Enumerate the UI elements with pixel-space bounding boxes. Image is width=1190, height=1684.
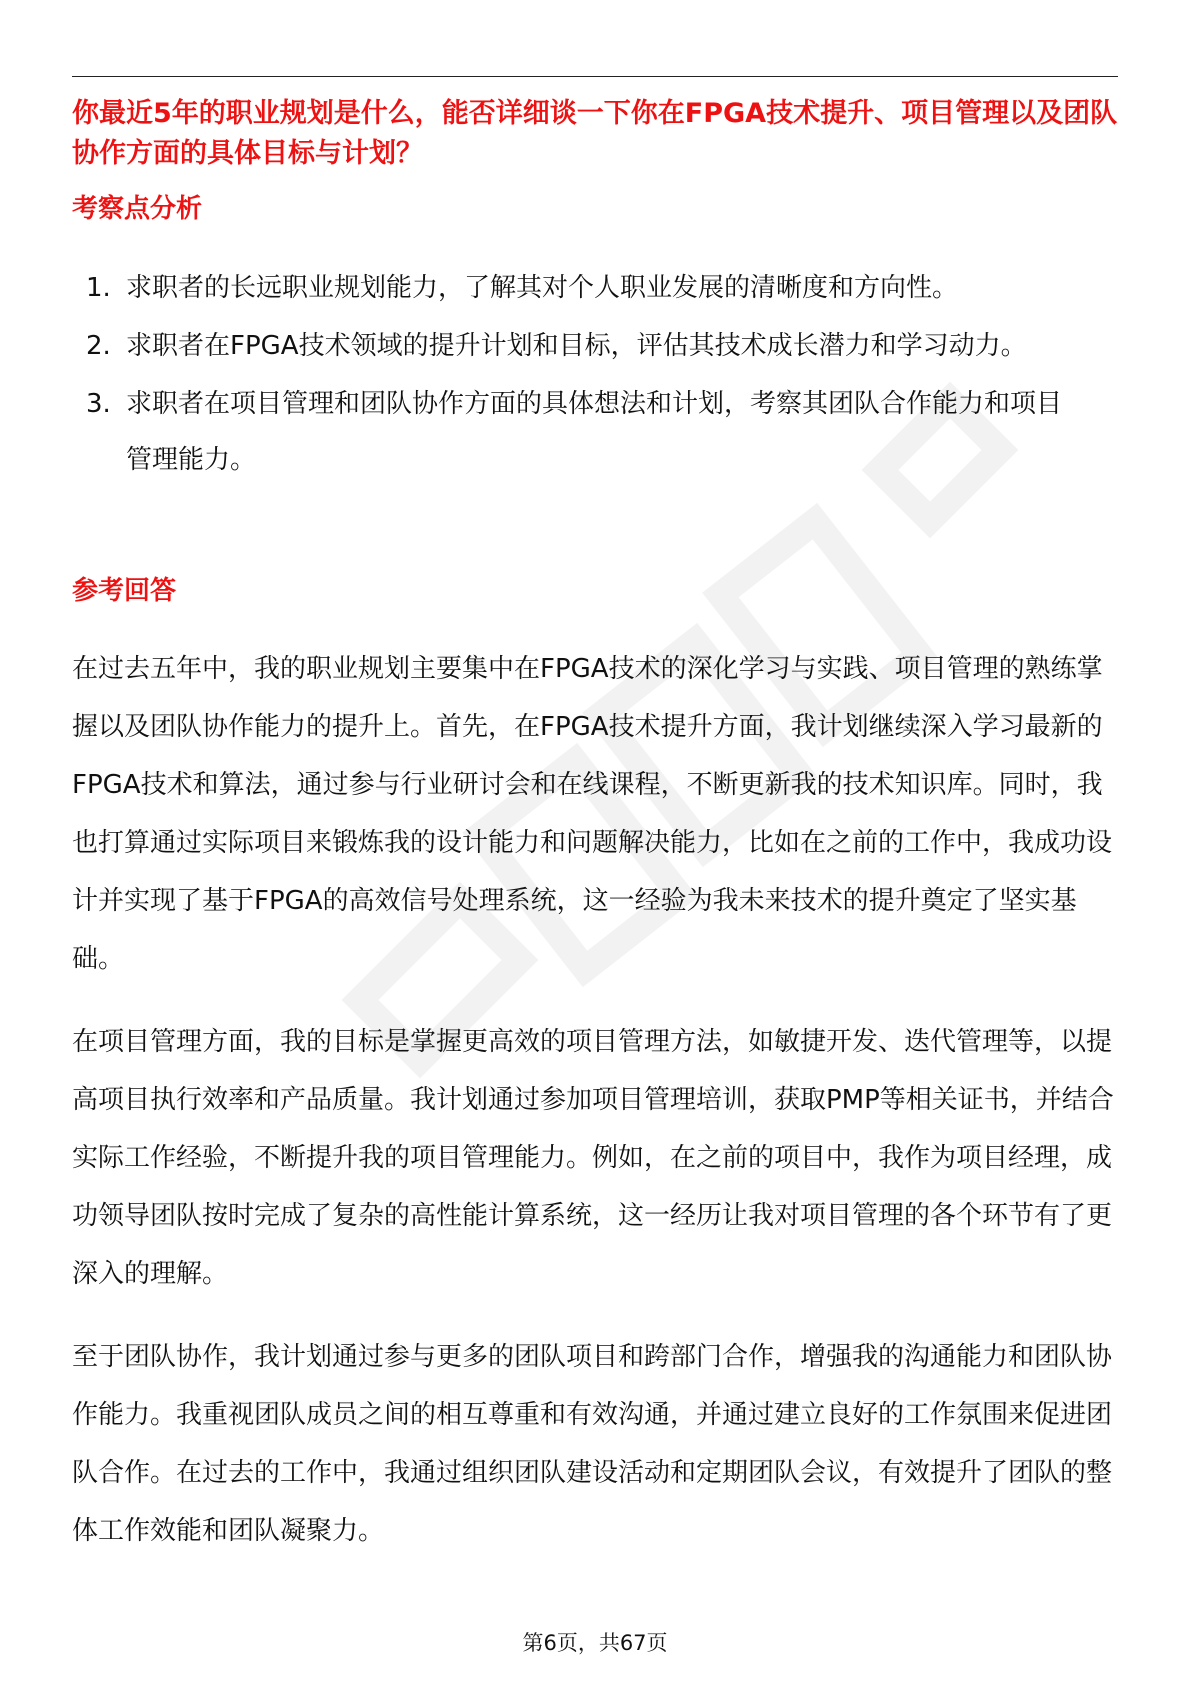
- reference-section-title: 参考回答: [72, 576, 177, 606]
- answer-paragraph: 在项目管理方面，我的目标是掌握更高效的项目管理方法，如敏捷开发、迭代管理等，以提高项目执行效率和产品质量。我计划通过参加项目管理培训，获取PMP等相关证书，并结合实际工作经验，不断提升我的项目管理能力。例如，在之前的项目中，我作为项目经理，成功领导团队按时完成了复杂的高性能计算系统，这一经历让我对项目管理的各个环节有了更深入的理解。: [72, 1027, 1114, 1289]
- analysis-points-list: [72, 260, 1118, 490]
- question-heading: 你最近5年的职业规划是什么，能否详细谈一下你在FPGA技术提升、项目管理以及团队协作方面的具体目标与计划？: [72, 98, 1118, 169]
- analysis-section-title: 考察点分析: [72, 194, 203, 224]
- page-number-footer: 第6页，共67页: [522, 1631, 668, 1655]
- point-text: 求职者的长远职业规划能力，了解其对个人职业发展的清晰度和方向性。: [126, 273, 959, 303]
- point-number: 3.: [86, 389, 111, 419]
- answer-paragraph: 至于团队协作，我计划通过参与更多的团队项目和跨部门合作，增强我的沟通能力和团队协作能力。我重视团队成员之间的相互尊重和有效沟通，并通过建立良好的工作氛围来促进团队合作。在过去的工作中，我通过组织团队建设活动和定期团队会议，有效提升了团队的整体工作效能和团队凝聚力。: [72, 1342, 1113, 1546]
- analysis-point: [72, 376, 1118, 488]
- analysis-point: [72, 318, 1118, 374]
- point-number: 1.: [86, 273, 111, 303]
- analysis-point: [72, 260, 1118, 316]
- point-text: 求职者在项目管理和团队协作方面的具体想法和计划，考察其团队合作能力和项目管理能力。: [126, 389, 1063, 475]
- top-divider: [72, 76, 1118, 77]
- point-number: 2.: [86, 331, 111, 361]
- answer-paragraph: 在过去五年中，我的职业规划主要集中在FPGA技术的深化学习与实践、项目管理的熟练掌握以及团队协作能力的提升上。首先，在FPGA技术提升方面，我计划继续深入学习最新的FPGA技术和算法，通过参与行业研讨会和在线课程，不断更新我的技术知识库。同时，我也打算通过实际项目来锻炼我的设计能力和问题解决能力，比如在之前的工作中，我成功设计并实现了基于FPGA的高效信号处理系统，这一经验为我未来技术的提升奠定了坚实基础。: [72, 654, 1113, 974]
- point-text: 求职者在FPGA技术领域的提升计划和目标，评估其技术成长潜力和学习动力。: [126, 331, 1027, 361]
